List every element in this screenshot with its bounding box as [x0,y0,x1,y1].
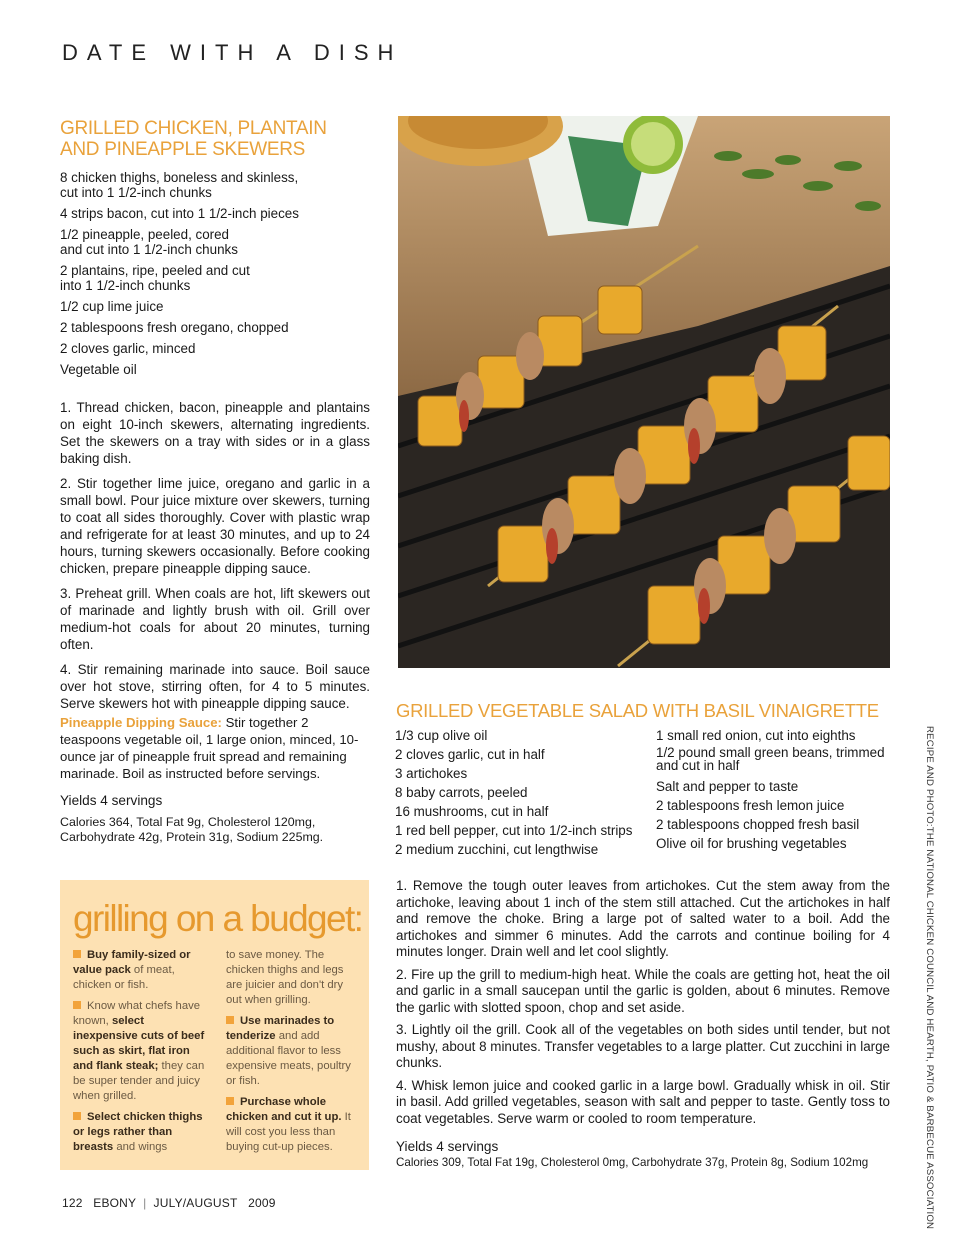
budget-sidebar [60,880,369,1170]
bullet-square-icon [226,1016,234,1024]
page-header: DATE WITH A DISH [62,40,403,65]
recipe1-title-line1: GRILLED CHICKEN, PLANTAIN [60,118,327,139]
ingredient: 1/2 cup lime juice [60,299,164,314]
sauce-label: Pineapple Dipping Sauce: [60,715,222,730]
ingredient: 2 cloves garlic, cut in half [395,747,545,762]
step: 1. Remove the tough outer leaves from artichokes. Cut the stem away from the artichoke, leaving about 1 inch of the stem still attached. Cut the artichokes in half and remove the choke. Bring a large pot of salted water to a boil. Add the artichokes and simmer 6 minutes. Add the carrots and continue boiling for 4 minutes longer. Drain well and let cool slightly. [396,878,890,959]
ingredient: 3 artichokes [395,766,468,781]
recipe1-title-line2: AND PINEAPPLE SKEWERS [60,139,305,160]
photo-credit [921,726,937,1230]
recipe2-title: GRILLED VEGETABLE SALAD WITH BASIL VINAIGRETTE [396,700,879,721]
page-number: 122 [62,1196,83,1210]
ingredient: 2 tablespoons fresh oregano, chopped [60,320,289,335]
recipe2-ingredients-right [656,726,906,853]
skewers-photo [398,116,890,668]
recipe2-ingredients-left [395,726,645,859]
ingredient: 1/2 pound small green beans, trimmed and cut in half [656,745,885,773]
step: 3. Preheat grill. When coals are hot, lift skewers out of marinade and lightly brush with oil. Grill over medium-hot coals for about 20 minutes, turning often. [60,586,370,652]
photo-credit-text: RECIPE AND PHOTO:THE NATIONAL CHICKEN COUNCIL AND HEARTH, PATIO & BARBECUE ASSOCIATION [924,726,935,1230]
sauce-text: Stir together 2 teaspoons vegetable oil, 1 large onion, minced, 10-ounce jar of pineapple fruit spread and remaining marinade. Boil as instructed before servings. [60,715,359,781]
recipe2-nutrition: Calories 309, Total Fat 19g, Cholesterol 0mg, Carbohydrate 37g, Protein 8g, Sodium 102mg [396,1156,869,1169]
page-footer: 122 EBONY | JULY/AUGUST 2009 [62,1196,276,1210]
tip-5: Purchase whole chicken and cut it up. It will cost you less than buying cut-up pieces. [226,1096,351,1153]
bullet-square-icon [73,1001,81,1009]
ingredient: Olive oil for brushing vegetables [656,836,847,851]
step: 4. Whisk lemon juice and cooked garlic in a large bowl. Gradually whisk in oil. Stir in basil. Add grilled vegetables, season with salt and pepper to taste. Gently toss to coat vegetables. Serve warm or cooled to room temperature. [396,1077,890,1126]
ingredient: 8 chicken thighs, boneless and skinless, cut into 1 1/2-inch chunks [60,170,299,200]
bullet-square-icon [226,1097,234,1105]
tip-2: Know what chefs have known, select inexpensive cuts of beef such as skirt, flat iron and flank steak; they can be super tender and juicy when grilled. [73,1000,205,1102]
step: 3. Lightly oil the grill. Cook all of the vegetables on both sides until tender, but not mushy, about 8 minutes. Transfer vegetables to a large platter. Cut zucchini in large chunks. [396,1022,890,1070]
ingredient: 2 plantains, ripe, peeled and cut into 1 1/2-inch chunks [60,263,250,293]
recipe2-yields: Yields 4 servings [396,1139,499,1154]
ingredient: 2 tablespoons fresh lemon juice [656,798,845,813]
tip-3: Select chicken thighs or legs rather than breasts and wings [73,1111,203,1153]
tip-3-continued: to save money. The chicken thighs and legs are juicier and don't dry out when grilling. [226,949,344,1006]
ingredient: 8 baby carrots, peeled [395,785,528,800]
recipe1-steps [60,399,370,720]
recipe1-title [60,118,380,160]
ingredient: 1/3 cup olive oil [395,728,488,743]
ingredient: 2 cloves garlic, minced [60,341,196,356]
ingredient: 4 strips bacon, cut into 1 1/2-inch pieces [60,206,299,221]
issue-year: 2009 [248,1196,276,1210]
ingredient: Salt and pepper to taste [656,779,799,794]
sidebar-column-left [73,948,208,1161]
step: 1. Thread chicken, bacon, pineapple and plantains on eight 10-inch skewers, alternating ingredients. Set the skewers on a tray with sides or in a glass baking dish. [60,400,370,466]
bullet-square-icon [73,1112,81,1120]
step: 4. Stir remaining marinade into sauce. Boil sauce over hot stove, stirring often, for 4 to 5 minutes. Serve skewers hot with pineapple dipping sauce. [60,662,370,711]
ingredient: 2 medium zucchini, cut lengthwise [395,842,599,857]
ingredient: 1 small red onion, cut into eighths [656,728,856,743]
recipe1-ingredients [60,170,380,383]
issue-month: JULY/AUGUST [153,1196,238,1210]
ingredient: 1 red bell pepper, cut into 1/2-inch strips [395,823,633,838]
recipe1-yields: Yields 4 servings [60,793,163,808]
magazine-name: EBONY [93,1196,137,1210]
ingredient: 1/2 pineapple, peeled, cored and cut into 1 1/2-inch chunks [60,227,238,257]
tip-1: Buy family-sized or value pack of meat, chicken or fish. [73,949,191,991]
tip-4: Use marinades to tenderize and add additional flavor to less expensive meats, poultry or fish. [226,1015,351,1087]
recipe2-steps [396,878,890,1133]
dipping-sauce-note [60,714,370,782]
step: 2. Fire up the grill to medium-high heat. While the coals are getting hot, heat the oil and garlic in a small saucepan until the garlic is golden, about 6 minutes. Remove the garlic with slotted spoon, chop and set aside. [396,966,890,1015]
sidebar-title: grilling on a budget: [73,898,363,939]
ingredient: 2 tablespoons chopped fresh basil [656,817,860,832]
skewers-illustration [398,116,890,668]
recipe1-nutrition: Calories 364, Total Fat 9g, Cholesterol 120mg, Carbohydrate 42g, Protein 31g, Sodium 225mg. [60,815,324,844]
step: 2. Stir together lime juice, oregano and garlic in a small bowl. Pour juice mixture over skewers, turning to coat all sides thoroughly. Cover with plastic wrap and refrigerate for at least 30 minutes, and up to 24 hours, turning skewers occasionally. Before cooking chicken, prepare pineapple dipping sauce. [60,476,370,576]
sidebar-column-right [226,948,361,1161]
ingredient: Vegetable oil [60,362,137,377]
bullet-square-icon [73,950,81,958]
ingredient: 16 mushrooms, cut in half [395,804,549,819]
